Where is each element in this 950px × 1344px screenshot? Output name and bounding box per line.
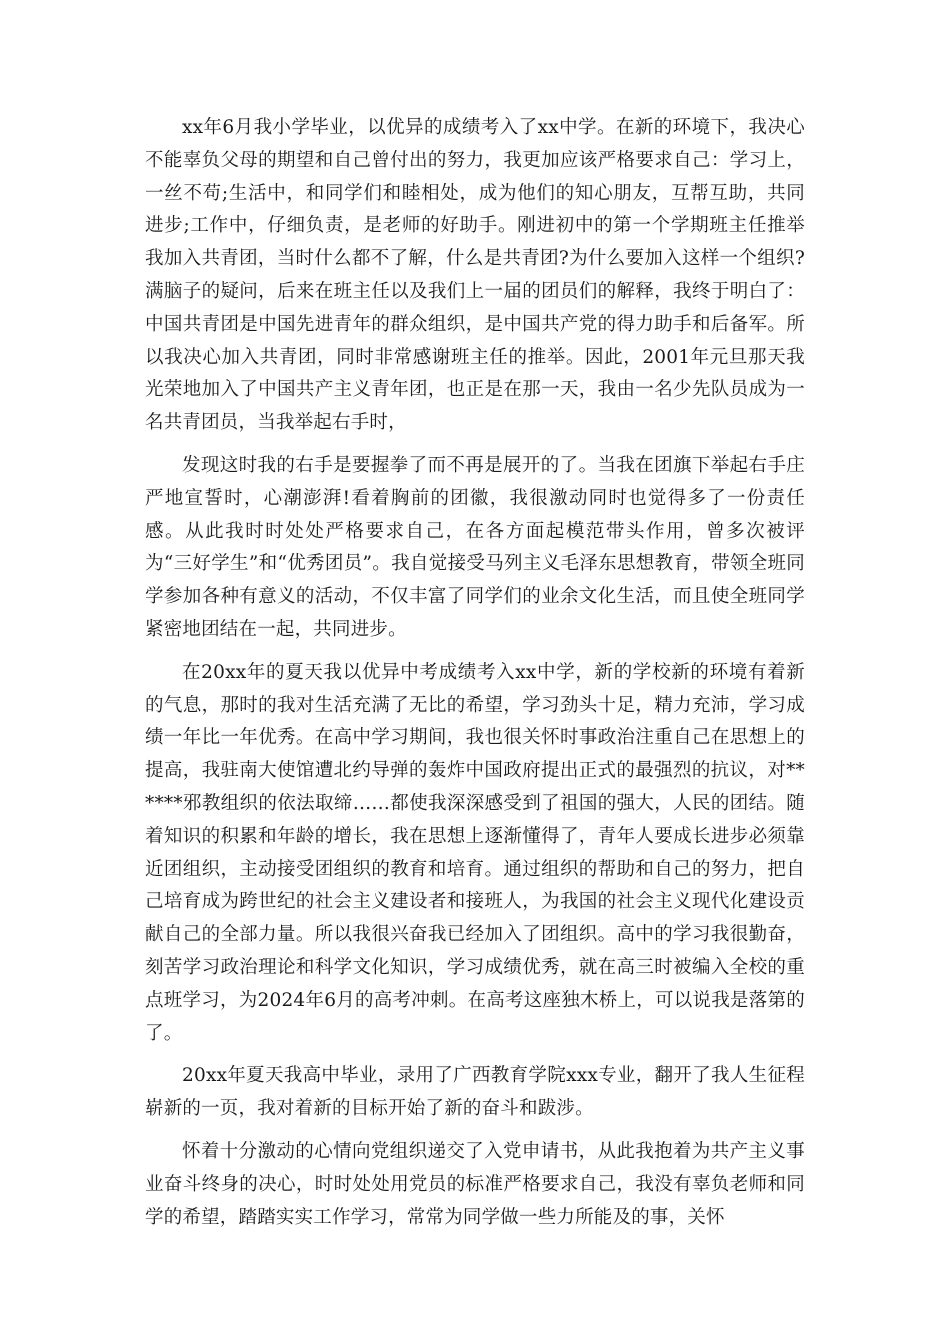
paragraph-4: 20xx年夏天我高中毕业，录用了广西教育学院xxx专业，翻开了我人生征程崭新的一页，我对着新的目标开始了新的奋斗和跋涉。 <box>145 1065 805 1120</box>
document-body <box>145 112 805 1244</box>
paragraph-1: xx年6月我小学毕业，以优异的成绩考入了xx中学。在新的环境下，我决心不能辜负父母的期望和自己曾付出的努力，我更加应该严格要求自己：学习上，一丝不苟;生活中，和同学们和睦相处，成为他们的知心朋友，互帮互助，共同进步;工作中，仔细负责，是老师的好助手。刚进初中的第一个学期班主任推举我加入共青团，当时什么都不了解，什么是共青团?为什么要加入这样一个组织?满脑子的疑问，后来在班主任以及我们上一届的团员们的解释，我终于明白了：中国共青团是中国先进青年的群众组织，是中国共产党的得力助手和后备军。所以我决心加入共青团，同时非常感谢班主任的推举。因此，2001年元旦那天我光荣地加入了中国共产主义青年团，也正是在那一天，我由一名少先队员成为一名共青团员，当我举起右手时， <box>145 117 805 434</box>
paragraph-2: 发现这时我的右手是要握拳了而不再是展开的了。当我在团旗下举起右手庄严地宣誓时，心潮澎湃!看着胸前的团徽，我很激动同时也觉得多了一份责任感。从此我时时处处严格要求自己，在各方面起模范带头作用，曾多次被评为“三好学生”和“优秀团员”。我自觉接受马列主义毛泽东思想教育，带领全班同学参加各种有意义的活动，不仅丰富了同学们的业余文化生活，而且使全班同学紧密地团结在一起，共同进步。 <box>145 454 805 640</box>
paragraph-5: 怀着十分激动的心情向党组织递交了入党申请书，从此我抱着为共产主义事业奋斗终身的决心，时时处处用党员的标准严格要求自己，我没有辜负老师和同学的希望，踏踏实实工作学习，常常为同学做一些力所能及的事，关怀 <box>145 1140 805 1228</box>
paragraph-3: 在20xx年的夏天我以优异中考成绩考入xx中学，新的学校新的环境有着新的气息，那时的我对生活充满了无比的希望，学习劲头十足，精力充沛，学习成绩一年比一年优秀。在高中学习期间，我也很关怀时事政治注重自己在思想上的提高，我驻南大使馆遭北约导弹的轰炸中国政府提出正式的最强烈的抗议，对******邪教组织的依法取缔……都使我深深感受到了祖国的强大，人民的团结。随着知识的积累和年龄的增长，我在思想上逐渐懂得了，青年人要成长进步必须靠近团组织，主动接受团组织的教育和培育。通过组织的帮助和自己的努力，把自己培育成为跨世纪的社会主义建设者和接班人，为我国的社会主义现代化建设贡献自己的全部力量。所以我很兴奋我已经加入了团组织。高中的学习我很勤奋，刻苦学习政治理论和科学文化知识，学习成绩优秀，就在高三时被编入全校的重点班学习，为2024年6月的高考冲刺。在高考这座独木桥上，可以说我是落第的了。 <box>145 661 805 1044</box>
